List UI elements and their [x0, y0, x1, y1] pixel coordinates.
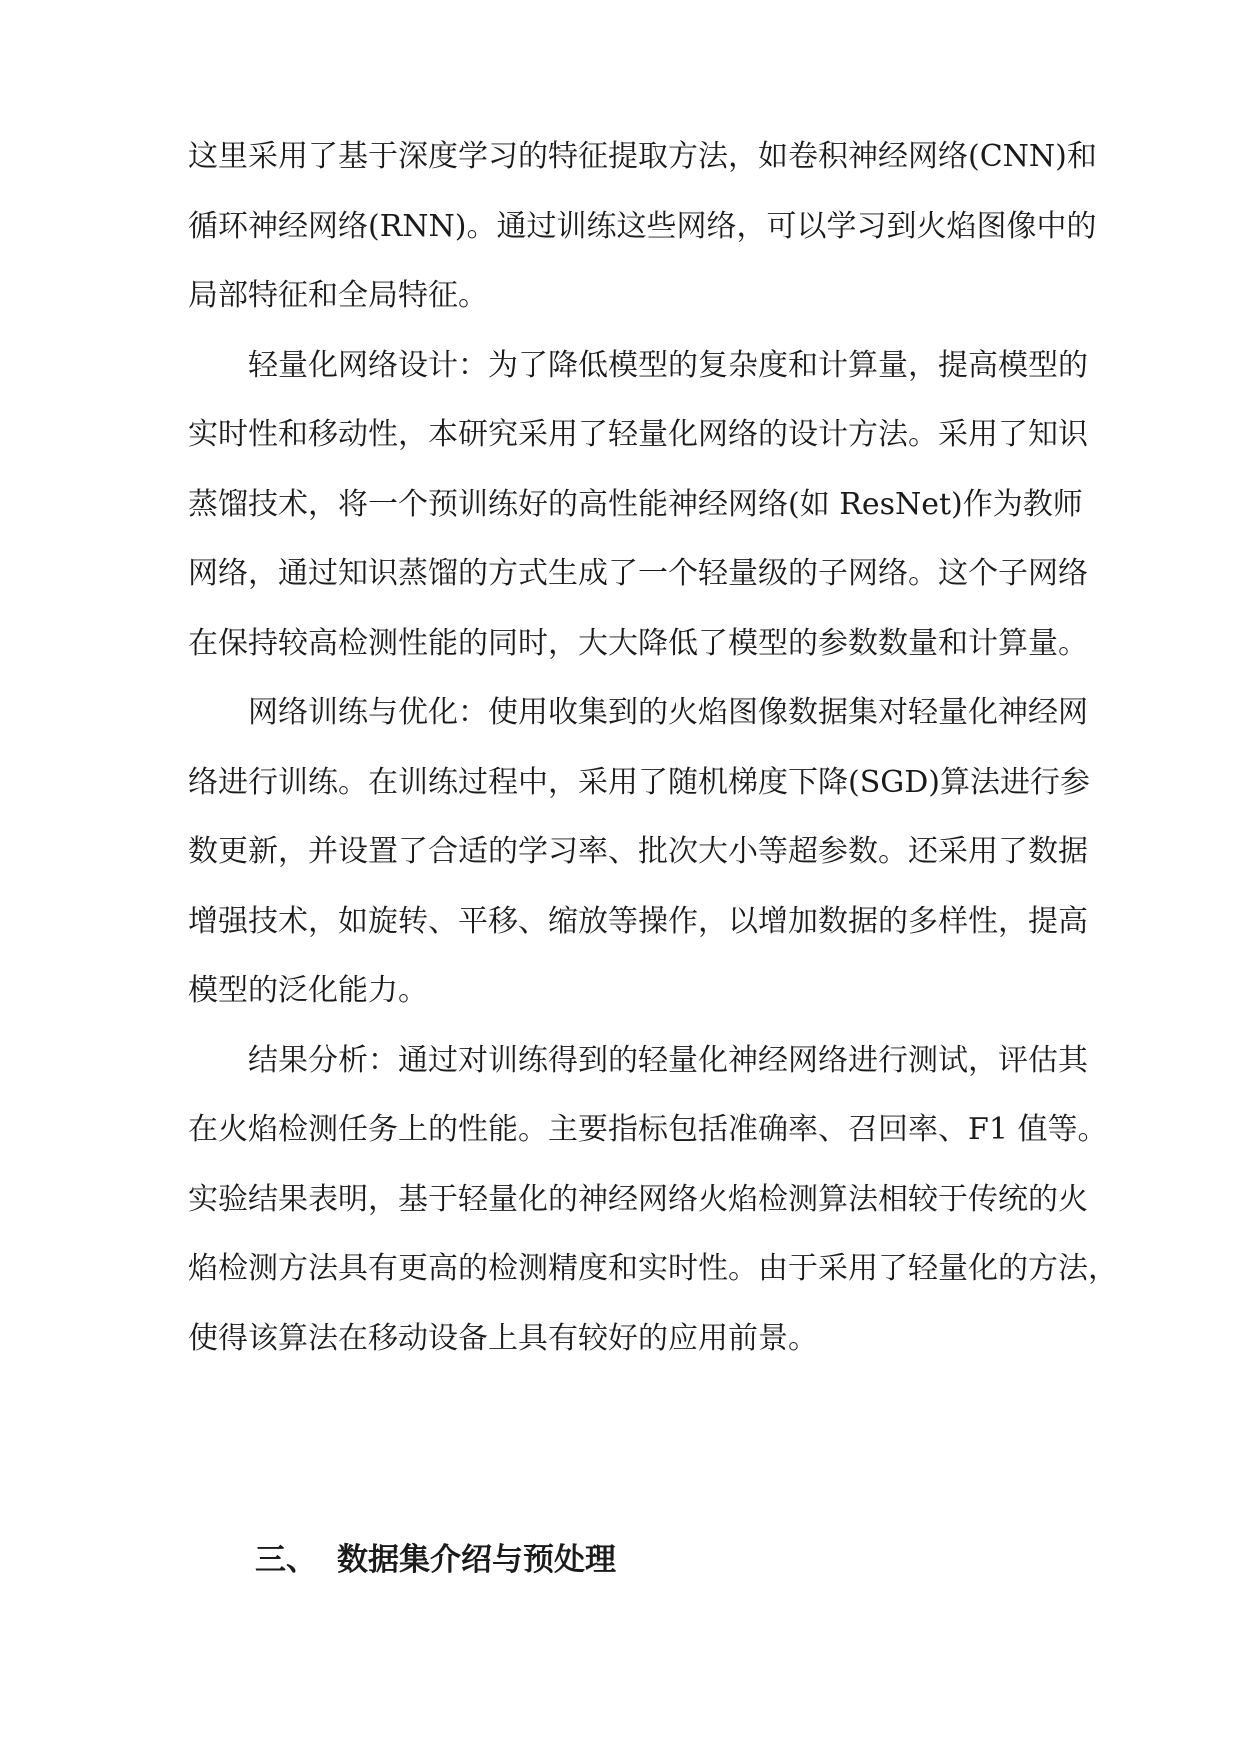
paragraph-3-line-5: 模型的泛化能力。: [188, 973, 428, 1008]
paragraph-4-line-5: 使得该算法在移动设备上具有较好的应用前景。: [188, 1321, 818, 1356]
paragraph-4-line-2: 在火焰检测任务上的性能。主要指标包括准确率、召回率、F1 值等。: [188, 1112, 1108, 1147]
paragraph-4-line-4: 焰检测方法具有更高的检测精度和实时性。由于采用了轻量化的方法，: [188, 1251, 1118, 1286]
paragraph-1-line-3: 局部特征和全局特征。: [188, 278, 488, 313]
paragraph-2-line-4: 网络，通过知识蒸馏的方式生成了一个轻量级的子网络。这个子网络: [188, 556, 1088, 591]
paragraph-1-line-1: 这里采用了基于深度学习的特征提取方法，如卷积神经网络(CNN)和: [188, 139, 1097, 174]
paragraph-4-line-1: 结果分析：通过对训练得到的轻量化神经网络进行测试，评估其: [248, 1043, 1088, 1078]
paragraph-2-line-5: 在保持较高检测性能的同时，大大降低了模型的参数数量和计算量。: [188, 626, 1088, 661]
paragraph-3-line-3: 数更新，并设置了合适的学习率、批次大小等超参数。还采用了数据: [188, 834, 1088, 869]
paragraph-3-line-4: 增强技术，如旋转、平移、缩放等操作，以增加数据的多样性，提高: [188, 904, 1088, 939]
section-title: 数据集介绍与预处理: [337, 1542, 616, 1578]
paragraph-1-line-2: 循环神经网络(RNN)。通过训练这些网络，可以学习到火焰图像中的: [188, 209, 1097, 244]
section-heading: [255, 1540, 616, 1580]
paragraph-2-line-2: 实时性和移动性，本研究采用了轻量化网络的设计方法。采用了知识: [188, 417, 1088, 452]
paragraph-3-line-1: 网络训练与优化：使用收集到的火焰图像数据集对轻量化神经网: [248, 695, 1088, 730]
paragraph-4-line-3: 实验结果表明，基于轻量化的神经网络火焰检测算法相较于传统的火: [188, 1182, 1088, 1217]
paragraph-2-line-3: 蒸馏技术，将一个预训练好的高性能神经网络(如 ResNet)作为教师: [188, 487, 1083, 522]
paragraph-3-line-2: 络进行训练。在训练过程中，采用了随机梯度下降(SGD)算法进行参: [188, 765, 1090, 800]
section-number: 三、: [255, 1542, 317, 1578]
paragraph-2-line-1: 轻量化网络设计：为了降低模型的复杂度和计算量，提高模型的: [248, 348, 1088, 383]
